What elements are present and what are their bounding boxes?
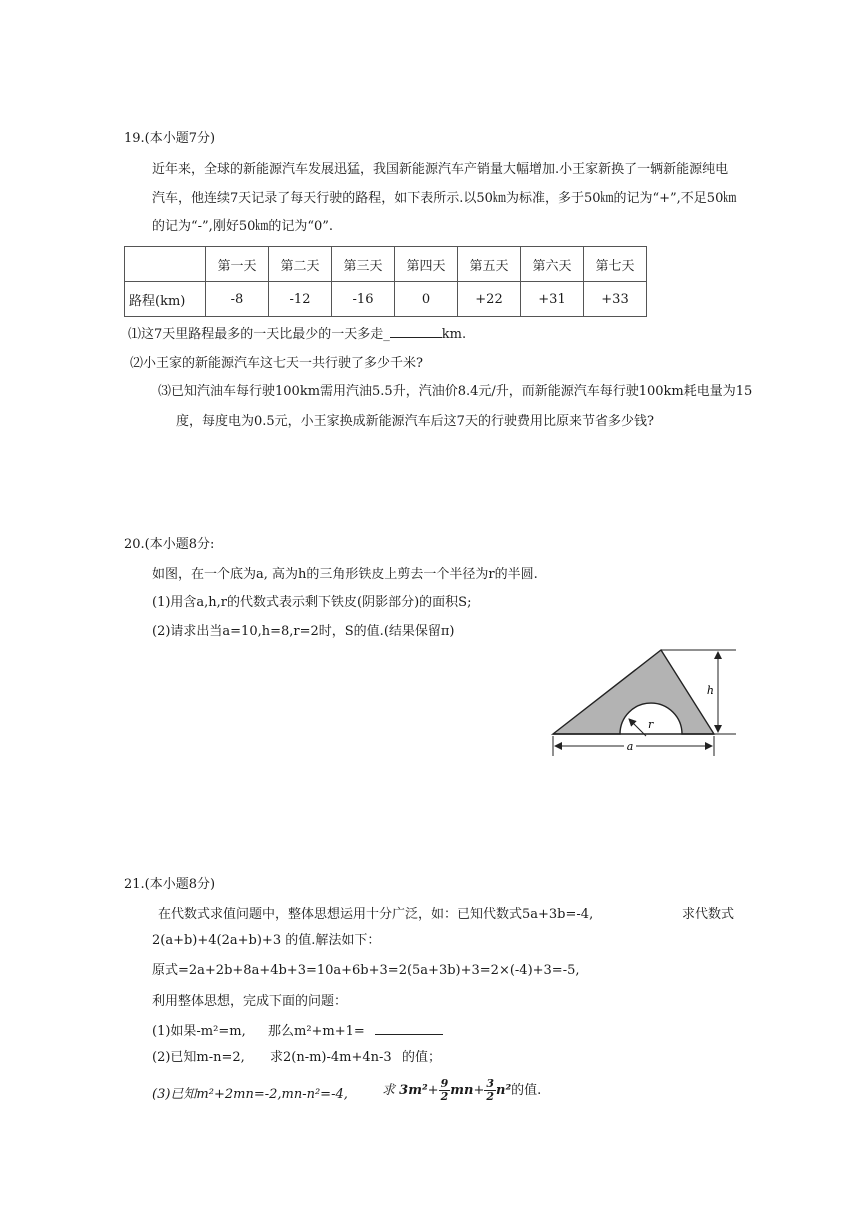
height-label: h [706, 684, 714, 697]
q21-intro-part1: 在代数式求值问题中，整体思想运用十分广泛，如：已知代数式5a+3b=-4, [158, 907, 594, 922]
table-row [125, 247, 647, 282]
q20-intro: 如图，在一个底为a, 高为h的三角形铁皮上剪去一个半径为r的半圆. [152, 567, 538, 582]
fraction-nine-halves [439, 1078, 451, 1103]
q19-paragraph-line2: 汽车，他连续7天记录了每天行驶的路程，如下表所示.以50㎞为标准，多于50㎞的记为“+”,不足50㎞ [152, 191, 737, 206]
q21-sub2-part3: 的值； [402, 1050, 442, 1065]
table-header-cell: 第一天 [206, 247, 269, 282]
fraction-numerator: 9 [440, 1077, 449, 1090]
q21-sub3-term1: 3m² [399, 1083, 428, 1098]
distance-table [124, 246, 647, 317]
table-header-cell: 第三天 [332, 247, 395, 282]
table-row-header: 路程(km) [125, 282, 206, 317]
answer-blank [390, 325, 442, 338]
table-cell: -8 [206, 282, 269, 317]
q21-instruction: 利用整体思想，完成下面的问题： [152, 994, 348, 1009]
q19-header: 19.(本小题7分) [124, 131, 216, 146]
shaded-triangle-region [553, 650, 714, 734]
table-cell: 0 [395, 282, 458, 317]
q19-sub3-line1: ⑶已知汽油车每行驶100km需用汽油5.5升，汽油价8.4元/升，而新能源汽车每行驶100km耗电量为15 [158, 384, 753, 399]
q21-sub3-tail: 的值. [511, 1083, 542, 1098]
table-header-cell: 第五天 [458, 247, 521, 282]
q21-intro-line2: 2(a+b)+4(2a+b)+3 的值.解法如下： [152, 933, 381, 948]
q21-sub3-ask: 求 [382, 1083, 396, 1098]
table-header-cell: 第七天 [584, 247, 647, 282]
table-cell: +22 [458, 282, 521, 317]
q19-sub2: ⑵小王家的新能源汽车这七天一共行驶了多少千米? [130, 356, 423, 371]
q19-sub3-line2: 度，每度电为0.5元，小王家换成新能源汽车后这7天的行驶费用比原来节省多少钱? [176, 414, 654, 429]
table-header-cell: 第二天 [269, 247, 332, 282]
q21-sub3-plus2: + [473, 1083, 485, 1098]
fraction-numerator: 3 [486, 1077, 494, 1090]
answer-blank [375, 1022, 443, 1035]
q19-sub1 [128, 323, 466, 342]
table-cell: +31 [521, 282, 584, 317]
q21-sub1 [268, 1020, 443, 1039]
base-label: a [626, 740, 634, 753]
q21-intro-part2: 求代数式 [682, 907, 735, 922]
fraction-three-halves [484, 1078, 496, 1103]
q21-sub3-given: (3)已知m²+2mn=-2,mn-n²=-4, [152, 1087, 348, 1102]
table-header-cell: 第四天 [395, 247, 458, 282]
q20-sub2: (2)请求出当a=10,h=8,r=2时，S的值.(结果保留π) [152, 624, 455, 639]
table-cell: -16 [332, 282, 395, 317]
q21-sub2-part2: 求2(n-m)-4m+4n-3 [270, 1050, 392, 1065]
q19-paragraph-line3: 的记为“-”,刚好50㎞的记为“0”. [152, 219, 334, 234]
q21-sub3-plus1: + [427, 1083, 439, 1098]
radius-label: r [648, 718, 654, 731]
q21-header: 21.(本小题8分) [124, 877, 216, 892]
table-cell: -12 [269, 282, 332, 317]
table-header-cell: 第六天 [521, 247, 584, 282]
table-row [125, 282, 647, 317]
q21-sub3-term3: n² [496, 1083, 512, 1098]
q21-sub1-part1: (1)如果-m²=m, [152, 1024, 246, 1039]
q19-sub1-text: ⑴这7天里路程最多的一天比最少的一天多走_ [128, 327, 390, 342]
q21-sub1-part2: 那么m²+m+1= [268, 1024, 365, 1039]
q19-paragraph-line1: 近年来，全球的新能源汽车发展迅猛，我国新能源汽车产销量大幅增加.小王家新换了一辆新能源纯电 [152, 162, 729, 177]
q21-sub2-part1: (2)已知m-n=2, [152, 1050, 245, 1065]
fraction-denominator: 2 [486, 1090, 494, 1103]
q21-sub3-term2: mn [450, 1083, 474, 1098]
q19-sub1-unit: km. [441, 327, 467, 342]
fraction-denominator: 2 [440, 1090, 449, 1103]
q21-sub3-expression [382, 1074, 541, 1108]
q20-header: 20.(本小题8分: [124, 537, 215, 552]
table-corner-cell [125, 247, 206, 282]
triangle-figure [548, 642, 744, 762]
table-cell: +33 [584, 282, 647, 317]
q21-solution: 原式=2a+2b+8a+4b+3=10a+6b+3=2(5a+3b)+3=2×(-4)+3=-5, [152, 963, 580, 978]
q20-sub1: (1)用含a,h,r的代数式表示剩下铁皮(阴影部分)的面积S; [152, 595, 472, 610]
